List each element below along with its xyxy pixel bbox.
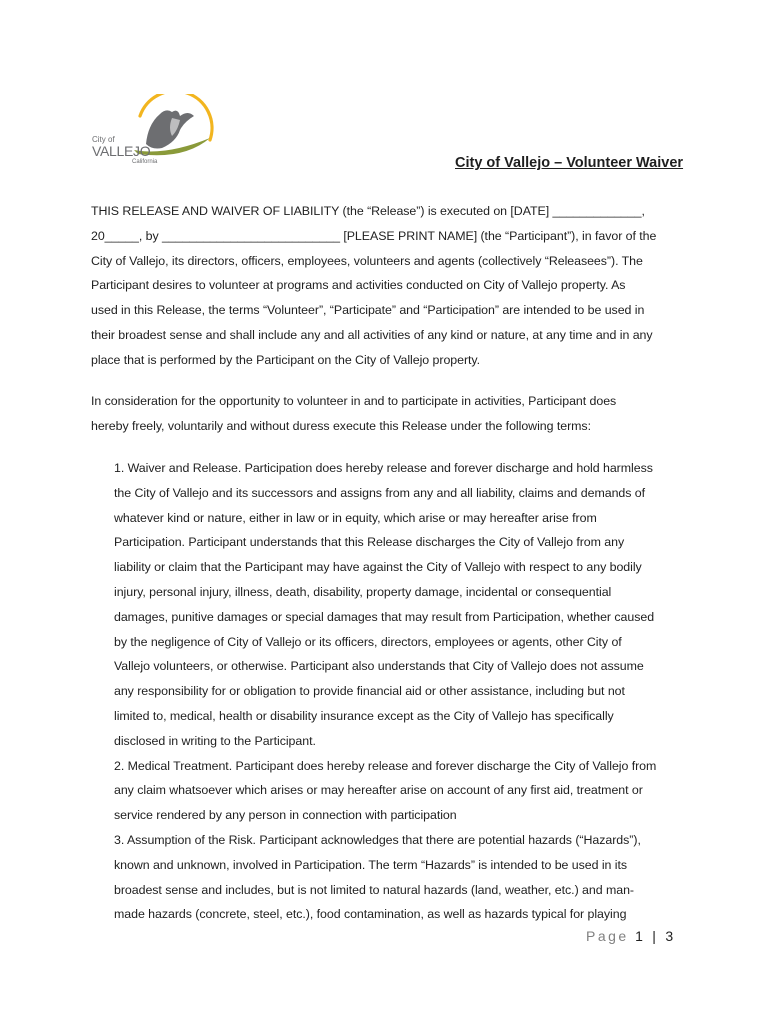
text-line: 20_____, by __________________________ [PLEASE PRINT NAME] (the “Participant”), in favor of the — [91, 228, 657, 243]
logo-graphic — [88, 94, 214, 164]
consideration-paragraph — [91, 389, 683, 439]
text-line: 3. Assumption of the Risk. Participant acknowledges that there are potential hazards (“Hazards”), — [114, 832, 641, 847]
footer-separator: | — [652, 928, 656, 944]
text-line: City of Vallejo, its directors, officers, employees, volunteers and agents (collectively “Releasees”). The — [91, 253, 643, 268]
text-line: made hazards (concrete, steel, etc.), food contamination, as well as hazards typical for playing — [114, 907, 627, 922]
text-line: 1. Waiver and Release. Participation does hereby release and forever discharge and hold harmless — [114, 461, 653, 475]
city-of-vallejo-logo — [88, 94, 214, 164]
document-title: City of Vallejo – Volunteer Waiver — [455, 155, 684, 171]
page-footer — [586, 928, 673, 944]
logo-california: California — [132, 159, 158, 164]
text-line: the City of Vallejo and its successors and assigns from any and all liability, claims and demands of — [114, 485, 646, 500]
text-line: damages, punitive damages or special damages that may result from Participation, whether caused — [114, 609, 655, 624]
text-line: injury, personal injury, illness, death, disability, property damage, incidental or consequential — [114, 584, 612, 599]
text-line: used in this Release, the terms “Volunteer”, “Participate” and “Participation” are intended to be used in — [91, 303, 645, 318]
text-line: liability or claim that the Participant may have against the City of Vallejo with respect to any bodily — [114, 560, 642, 575]
text-line: broadest sense and includes, but is not limited to natural hazards (land, weather, etc.) and man- — [114, 882, 634, 897]
text-line: Participant desires to volunteer at programs and activities conducted on City of Vallejo property. As — [91, 278, 626, 293]
text-line: their broadest sense and shall include any and all activities of any kind or nature, at any time and in any — [91, 327, 653, 342]
footer-current-page: 1 — [635, 928, 643, 944]
text-line: any claim whatsoever which arises or may hereafter arise on account of any first aid, treatment or — [114, 783, 643, 798]
text-line: service rendered by any person in connection with participation — [114, 808, 457, 823]
text-line: Participation. Participant understands that this Release discharges the City of Vallejo from any — [114, 535, 625, 550]
text-line: In consideration for the opportunity to volunteer in and to participate in activities, Participant does — [91, 394, 617, 408]
footer-total-pages: 3 — [665, 928, 674, 944]
logo-city-of: City of — [92, 135, 115, 144]
text-line: THIS RELEASE AND WAIVER OF LIABILITY (the “Release”) is executed on [DATE] _____________, — [91, 204, 645, 218]
text-line: hereby freely, voluntarily and without duress execute this Release under the following terms: — [91, 418, 591, 433]
text-line: 2. Medical Treatment. Participant does hereby release and forever discharge the City of Vallejo from — [114, 758, 657, 773]
text-line: whatever kind or nature, either in law or in equity, which arise or may hereafter arise from — [114, 510, 597, 525]
text-line: Vallejo volunteers, or otherwise. Participant also understands that City of Vallejo does not assume — [114, 659, 644, 674]
text-line: by the negligence of City of Vallejo or its officers, directors, employees or agents, other City of — [114, 634, 622, 649]
text-line: place that is performed by the Participant on the City of Vallejo property. — [91, 352, 481, 367]
intro-paragraph — [91, 199, 683, 373]
text-line: disclosed in writing to the Participant. — [114, 733, 316, 748]
logo-vallejo: VALLEJO — [92, 143, 151, 159]
terms-list — [114, 456, 684, 927]
text-line: any responsibility for or obligation to provide financial aid or other assistance, including but not — [114, 684, 625, 699]
footer-page-word: Page — [586, 928, 629, 944]
text-line: limited to, medical, health or disability insurance except as the City of Vallejo has specifically — [114, 708, 614, 723]
text-line: known and unknown, involved in Participation. The term “Hazards” is intended to be used in its — [114, 857, 628, 872]
